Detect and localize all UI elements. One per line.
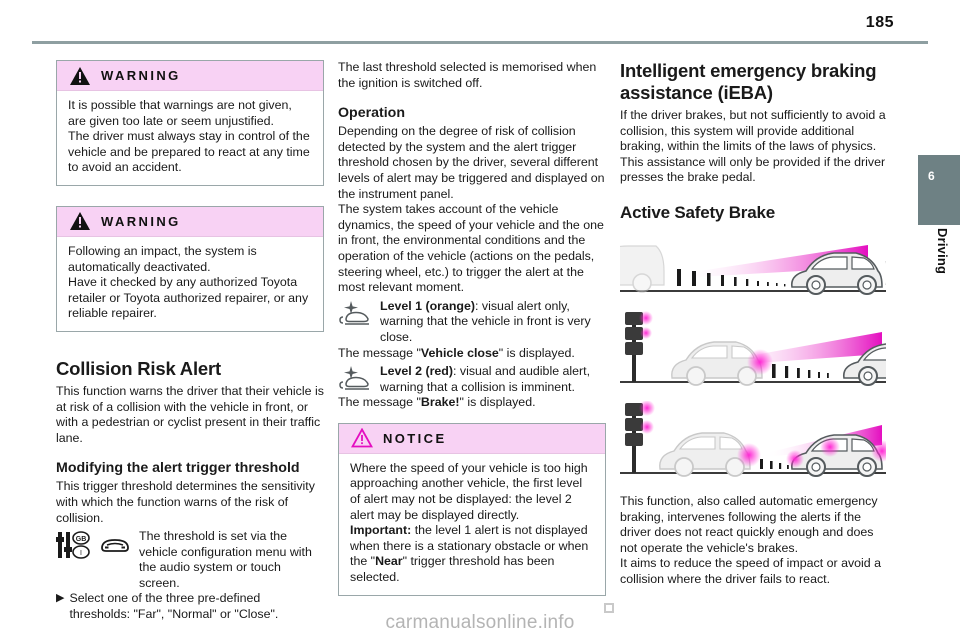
warning-box-2-title: WARNING: [101, 213, 181, 229]
collision-alert-car-icon: [338, 365, 372, 393]
column-middle: [338, 60, 606, 610]
level-2-message-post: " is displayed.: [459, 395, 536, 410]
asb-illustration-1: [620, 231, 886, 304]
svg-text:GB: GB: [75, 536, 87, 544]
threshold-icons: [56, 529, 131, 560]
chapter-tab: [918, 155, 960, 225]
threshold-icon-row: [56, 529, 324, 591]
notice-important-text-1: the level 1 alert is not displayed when there is a stationary obstacle or when the ": [350, 523, 589, 569]
notice-paragraph-1: Where the speed of your vehicle is too high approaching another vehicle, the first level of alert may not be displayed: the level 2 alert may be displayed directly.: [350, 460, 588, 522]
chapter-number: 6: [928, 169, 935, 183]
notice-important-label: Important:: [350, 523, 412, 538]
traffic-light: [625, 311, 653, 382]
column-right: [620, 60, 886, 588]
notice-box-body: [339, 454, 605, 595]
warning-box-2-body: [57, 237, 323, 331]
warning-box-2: [56, 206, 324, 332]
collision-risk-alert-intro: This function warns the driver that their vehicle is at risk of a collision with the vehicle in front, or with a pedestrian or cyclist present in their traffic lane.: [56, 383, 324, 445]
level-2-message-pre: The message ": [338, 395, 421, 410]
warning-box-2-paragraph-2: Have it checked by any authorized Toyota retailer or Toyota authorized repairer, or any reliable repairer.: [68, 275, 309, 321]
level-2-label: Level 2 (red): [380, 364, 453, 379]
level-1-label: Level 1 (orange): [380, 298, 476, 313]
operation-paragraph-2: The system takes account of the vehicle dynamics, the speed of your vehicle and the one in front, the environmental conditions and the operation of the vehicle (actions on the pedals, steering wheel, etc.) to trigger the alert at the most relevant moment.: [338, 202, 604, 295]
level-2-message-bold: Brake!: [420, 395, 460, 410]
warning-triangle-icon: [69, 66, 91, 86]
level-1-message-bold: Vehicle close: [420, 345, 499, 360]
traffic-light: [625, 401, 655, 473]
collision-risk-alert-heading: Collision Risk Alert: [56, 357, 221, 379]
asb-outro-paragraph-2: It aims to reduce the speed of impact or avoid a collision where the driver fails to react.: [620, 556, 882, 586]
notice-important-bold: Near: [375, 554, 403, 569]
asb-illustration-3: [620, 401, 886, 486]
svg-text:I: I: [80, 550, 82, 558]
threshold-intro-paragraph: This trigger threshold determines the sensitivity with which the function warns of the risk of collision.: [56, 479, 315, 525]
warning-box-2-header: [57, 207, 323, 237]
level-2-description: : visual and audible alert, warning that a collision is imminent.: [380, 364, 591, 394]
level-1-row: [338, 299, 606, 346]
notice-triangle-icon: [351, 428, 373, 448]
warning-box-1-paragraph-1: It is possible that warnings are not given, are given too late or seem unjustified.: [68, 98, 292, 128]
notice-box-header: [339, 424, 605, 454]
warning-box-1-paragraph-2: The driver must always stay in control of the vehicle and be prepared to react at any time to avoid an accident.: [68, 129, 310, 175]
warning-triangle-icon: [69, 211, 91, 231]
threshold-icon-row-text: The threshold is set via the vehicle configuration menu with the audio system or touch screen.: [139, 529, 312, 590]
level-1-message: [338, 346, 606, 362]
notice-important-paragraph: [350, 523, 595, 585]
modifying-threshold-subheading: Modifying the alert trigger threshold: [56, 460, 300, 477]
level-1-icon-wrap: [338, 299, 372, 328]
level-1-description: : visual alert only, warning that the vehicle in front is very close.: [380, 298, 591, 344]
threshold-bullet-text: Select one of the three pre-defined thresholds: "Far", "Normal" or "Close".: [69, 591, 279, 622]
car-front-icon: [99, 534, 131, 556]
warning-box-1-title: WARNING: [101, 68, 181, 83]
level-2-icon-wrap: [338, 364, 372, 393]
asb-outro-paragraph-1: This function, also called automatic emergency braking, intervenes following the alerts if the driver does not react quickly enough and does not operate the vehicle's brakes.: [620, 493, 878, 555]
active-safety-brake-heading: Active Safety Brake: [620, 202, 775, 222]
level-2-row: [338, 364, 606, 395]
watermark: carmanualsonline.info: [385, 612, 575, 633]
chapter-label: Driving: [935, 228, 950, 275]
header-rule: [32, 41, 928, 44]
notice-box-title: NOTICE: [383, 430, 447, 446]
level-2-message: [338, 395, 606, 411]
page-number: 185: [865, 14, 894, 31]
level-1-message-post: " is displayed.: [498, 345, 575, 360]
operation-paragraph-1: Depending on the degree of risk of collision detected by the system and the alert trigger threshold chosen by the driver, several different levels of alert may be triggered and displayed on the instrument panel.: [338, 124, 605, 201]
column-left: [56, 60, 324, 623]
settings-sliders-icon: [56, 530, 90, 560]
operation-heading: Operation: [338, 105, 406, 122]
warning-box-1-body: [57, 91, 323, 185]
collision-alert-car-icon: [338, 300, 372, 328]
warning-box-2-paragraph-1: Following an impact, the system is automatically deactivated.: [68, 243, 257, 274]
warning-box-1-header: [57, 61, 323, 91]
asb-illustration-2: [620, 310, 886, 395]
bullet-arrow-icon: ▶: [56, 592, 65, 605]
level-1-text: [372, 299, 606, 346]
level-2-text: [372, 364, 606, 395]
notice-important-text-2: " trigger threshold has been selected.: [350, 554, 555, 585]
iEBA-heading: Intelligent emergency braking assistance (iEBA): [620, 60, 877, 103]
middle-intro-paragraph: The last threshold selected is memorised when the ignition is switched off.: [338, 60, 597, 90]
iEBA-intro-paragraph: If the driver brakes, but not sufficiently to avoid a collision, this system will provide additional braking, within the limits of the laws of physics. This assistance will only be provided if the driver presses the brake pedal.: [620, 108, 886, 185]
warning-box-1: [56, 60, 324, 186]
notice-box: [338, 423, 606, 596]
level-1-message-pre: The message ": [338, 345, 421, 360]
